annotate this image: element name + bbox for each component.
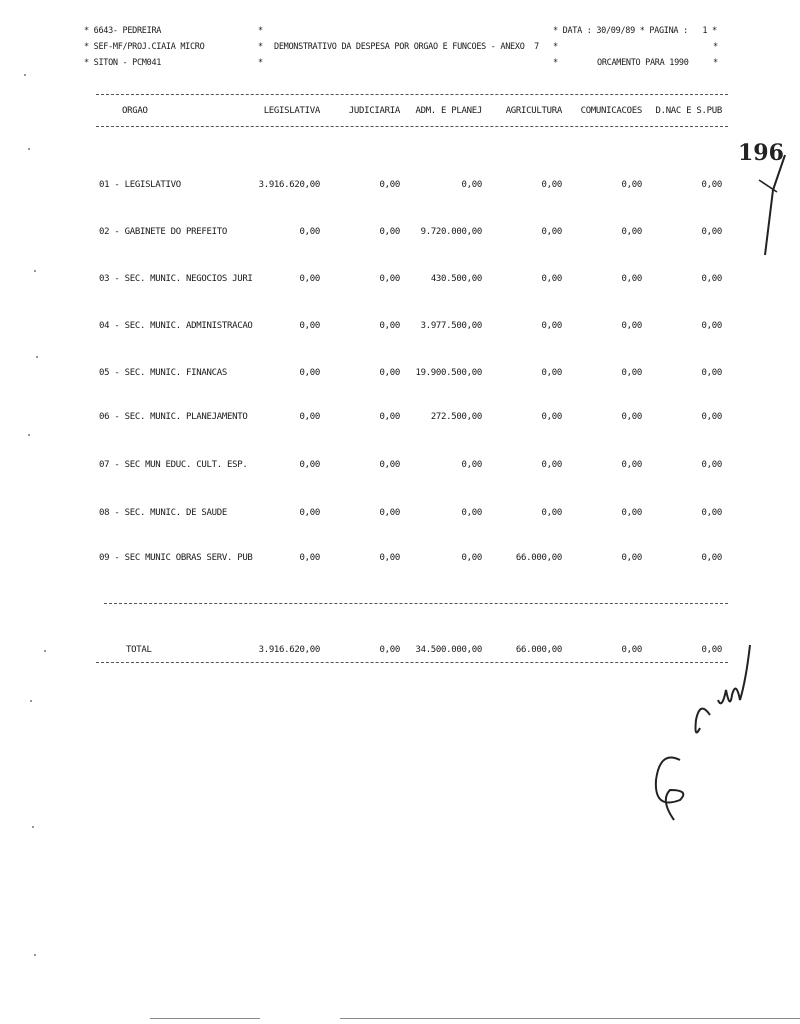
row-value-cell: 0,00 [621,368,642,378]
row-value-cell: 0,00 [299,274,320,284]
table-header-rule [96,126,728,127]
row-value-cell: 0,00 [379,321,400,331]
row-value-cell: 0,00 [621,412,642,422]
row-value-cell: 0,00 [621,274,642,284]
page-number-stamp: 196 [738,140,784,166]
row-value-cell: 0,00 [541,180,562,190]
scan-speck [34,270,36,272]
total-legislativa: 3.916.620,00 [258,645,320,655]
row-value-cell: 0,00 [541,412,562,422]
total-dnac-spub: 0,00 [701,645,722,655]
row-value-cell: 0,00 [541,508,562,518]
header-star: * [258,58,263,68]
row-value-cell: 0,00 [541,274,562,284]
row-value-cell: 0,00 [541,321,562,331]
row-value-cell: 0,00 [299,508,320,518]
row-value-cell: 0,00 [701,553,722,563]
row-value-cell: 0,00 [379,508,400,518]
col-header-agricultura: AGRICULTURA [505,106,562,116]
total-separator-rule [104,603,728,604]
row-value-cell: 0,00 [621,321,642,331]
total-comunicacoes: 0,00 [621,645,642,655]
col-header-adm-planej: ADM. E PLANEJ [415,106,482,116]
table-bottom-rule [96,662,728,663]
col-header-legislativa: LEGISLATIVA [263,106,320,116]
scan-speck [30,700,32,702]
budget-year: ORCAMENTO PARA 1990 [597,58,689,68]
row-value-cell: 0,00 [621,460,642,470]
row-value-cell: 0,00 [621,227,642,237]
row-value-cell: 0,00 [701,321,722,331]
row-value-cell: 0,00 [461,508,482,518]
row-value-cell: 0,00 [701,508,722,518]
handwritten-signature [640,640,760,830]
row-value-cell: 0,00 [379,412,400,422]
scan-edge-line [150,1018,260,1019]
row-value-cell: 0,00 [621,553,642,563]
row-value-cell: 0,00 [701,227,722,237]
row-value-cell: 0,00 [299,460,320,470]
row-orgao-label: 06 - SEC. MUNIC. PLANEJAMENTO [99,412,248,422]
row-value-cell: 0,00 [299,553,320,563]
header-star: * [258,42,263,52]
header-star: * [553,58,558,68]
row-value-cell: 0,00 [541,460,562,470]
scan-speck [28,148,30,150]
table-top-rule [96,94,728,95]
row-value-cell: 0,00 [461,553,482,563]
row-value-cell: 272.500,00 [430,412,482,422]
total-label: TOTAL [126,645,152,655]
total-agricultura: 66.000,00 [515,645,562,655]
row-value-cell: 0,00 [701,460,722,470]
row-value-cell: 0,00 [299,412,320,422]
row-value-cell: 0,00 [299,321,320,331]
col-header-orgao: ORGAO [122,106,148,116]
col-header-comunicacoes: COMUNICACOES [580,106,642,116]
row-orgao-label: 05 - SEC. MUNIC. FINANCAS [99,368,227,378]
total-adm-planej: 34.500.000,00 [415,645,482,655]
scan-speck [44,650,46,652]
row-value-cell: 0,00 [299,368,320,378]
total-judiciaria: 0,00 [379,645,400,655]
row-value-cell: 0,00 [621,508,642,518]
row-value-cell: 0,00 [461,180,482,190]
header-line-2: * SEF-MF/PROJ.CIAIA MICRO [84,42,205,52]
row-value-cell: 0,00 [541,227,562,237]
header-line-3: * SITON - PCM041 [84,58,162,68]
row-orgao-label: 03 - SEC. MUNIC. NEGOCIOS JURI [99,274,253,284]
row-value-cell: 0,00 [701,274,722,284]
header-star: * [258,26,263,36]
row-value-cell: 0,00 [541,368,562,378]
scan-edge-line [340,1018,800,1019]
row-value-cell: 0,00 [379,274,400,284]
scan-speck [36,356,38,358]
row-value-cell: 0,00 [461,460,482,470]
row-value-cell: 3.977.500,00 [420,321,482,331]
row-value-cell: 0,00 [379,553,400,563]
row-value-cell: 0,00 [379,368,400,378]
margin-check-mark [755,150,795,260]
row-value-cell: 0,00 [379,227,400,237]
row-value-cell: 66.000,00 [515,553,562,563]
row-value-cell: 0,00 [701,412,722,422]
row-orgao-label: 07 - SEC MUN EDUC. CULT. ESP. [99,460,248,470]
scan-speck [24,74,26,76]
row-value-cell: 0,00 [701,368,722,378]
date-page-line: * DATA : 30/09/89 * PAGINA : 1 * [553,26,717,36]
row-value-cell: 3.916.620,00 [258,180,320,190]
row-value-cell: 0,00 [379,460,400,470]
row-orgao-label: 02 - GABINETE DO PREFEITO [99,227,227,237]
row-orgao-label: 09 - SEC MUNIC OBRAS SERV. PUB [99,553,253,563]
report-title: DEMONSTRATIVO DA DESPESA POR ORGAO E FUNCOES - ANEXO 7 [274,42,539,52]
row-orgao-label: 04 - SEC. MUNIC. ADMINISTRACAO [99,321,253,331]
row-orgao-label: 08 - SEC. MUNIC. DE SAUDE [99,508,227,518]
header-star: * [713,58,718,68]
row-value-cell: 19.900.500,00 [415,368,482,378]
scan-speck [28,434,30,436]
row-value-cell: 0,00 [701,180,722,190]
header-star: * [713,42,718,52]
header-line-1: * 6643- PEDREIRA [84,26,162,36]
scan-speck [32,826,34,828]
scan-speck [34,954,36,956]
row-value-cell: 0,00 [299,227,320,237]
row-value-cell: 430.500,00 [430,274,482,284]
header-star: * [553,42,558,52]
row-value-cell: 9.720.000,00 [420,227,482,237]
row-orgao-label: 01 - LEGISLATIVO [99,180,181,190]
row-value-cell: 0,00 [379,180,400,190]
col-header-judiciaria: JUDICIARIA [348,106,400,116]
row-value-cell: 0,00 [621,180,642,190]
col-header-dnac-spub: D.NAC E S.PUB [655,106,722,116]
